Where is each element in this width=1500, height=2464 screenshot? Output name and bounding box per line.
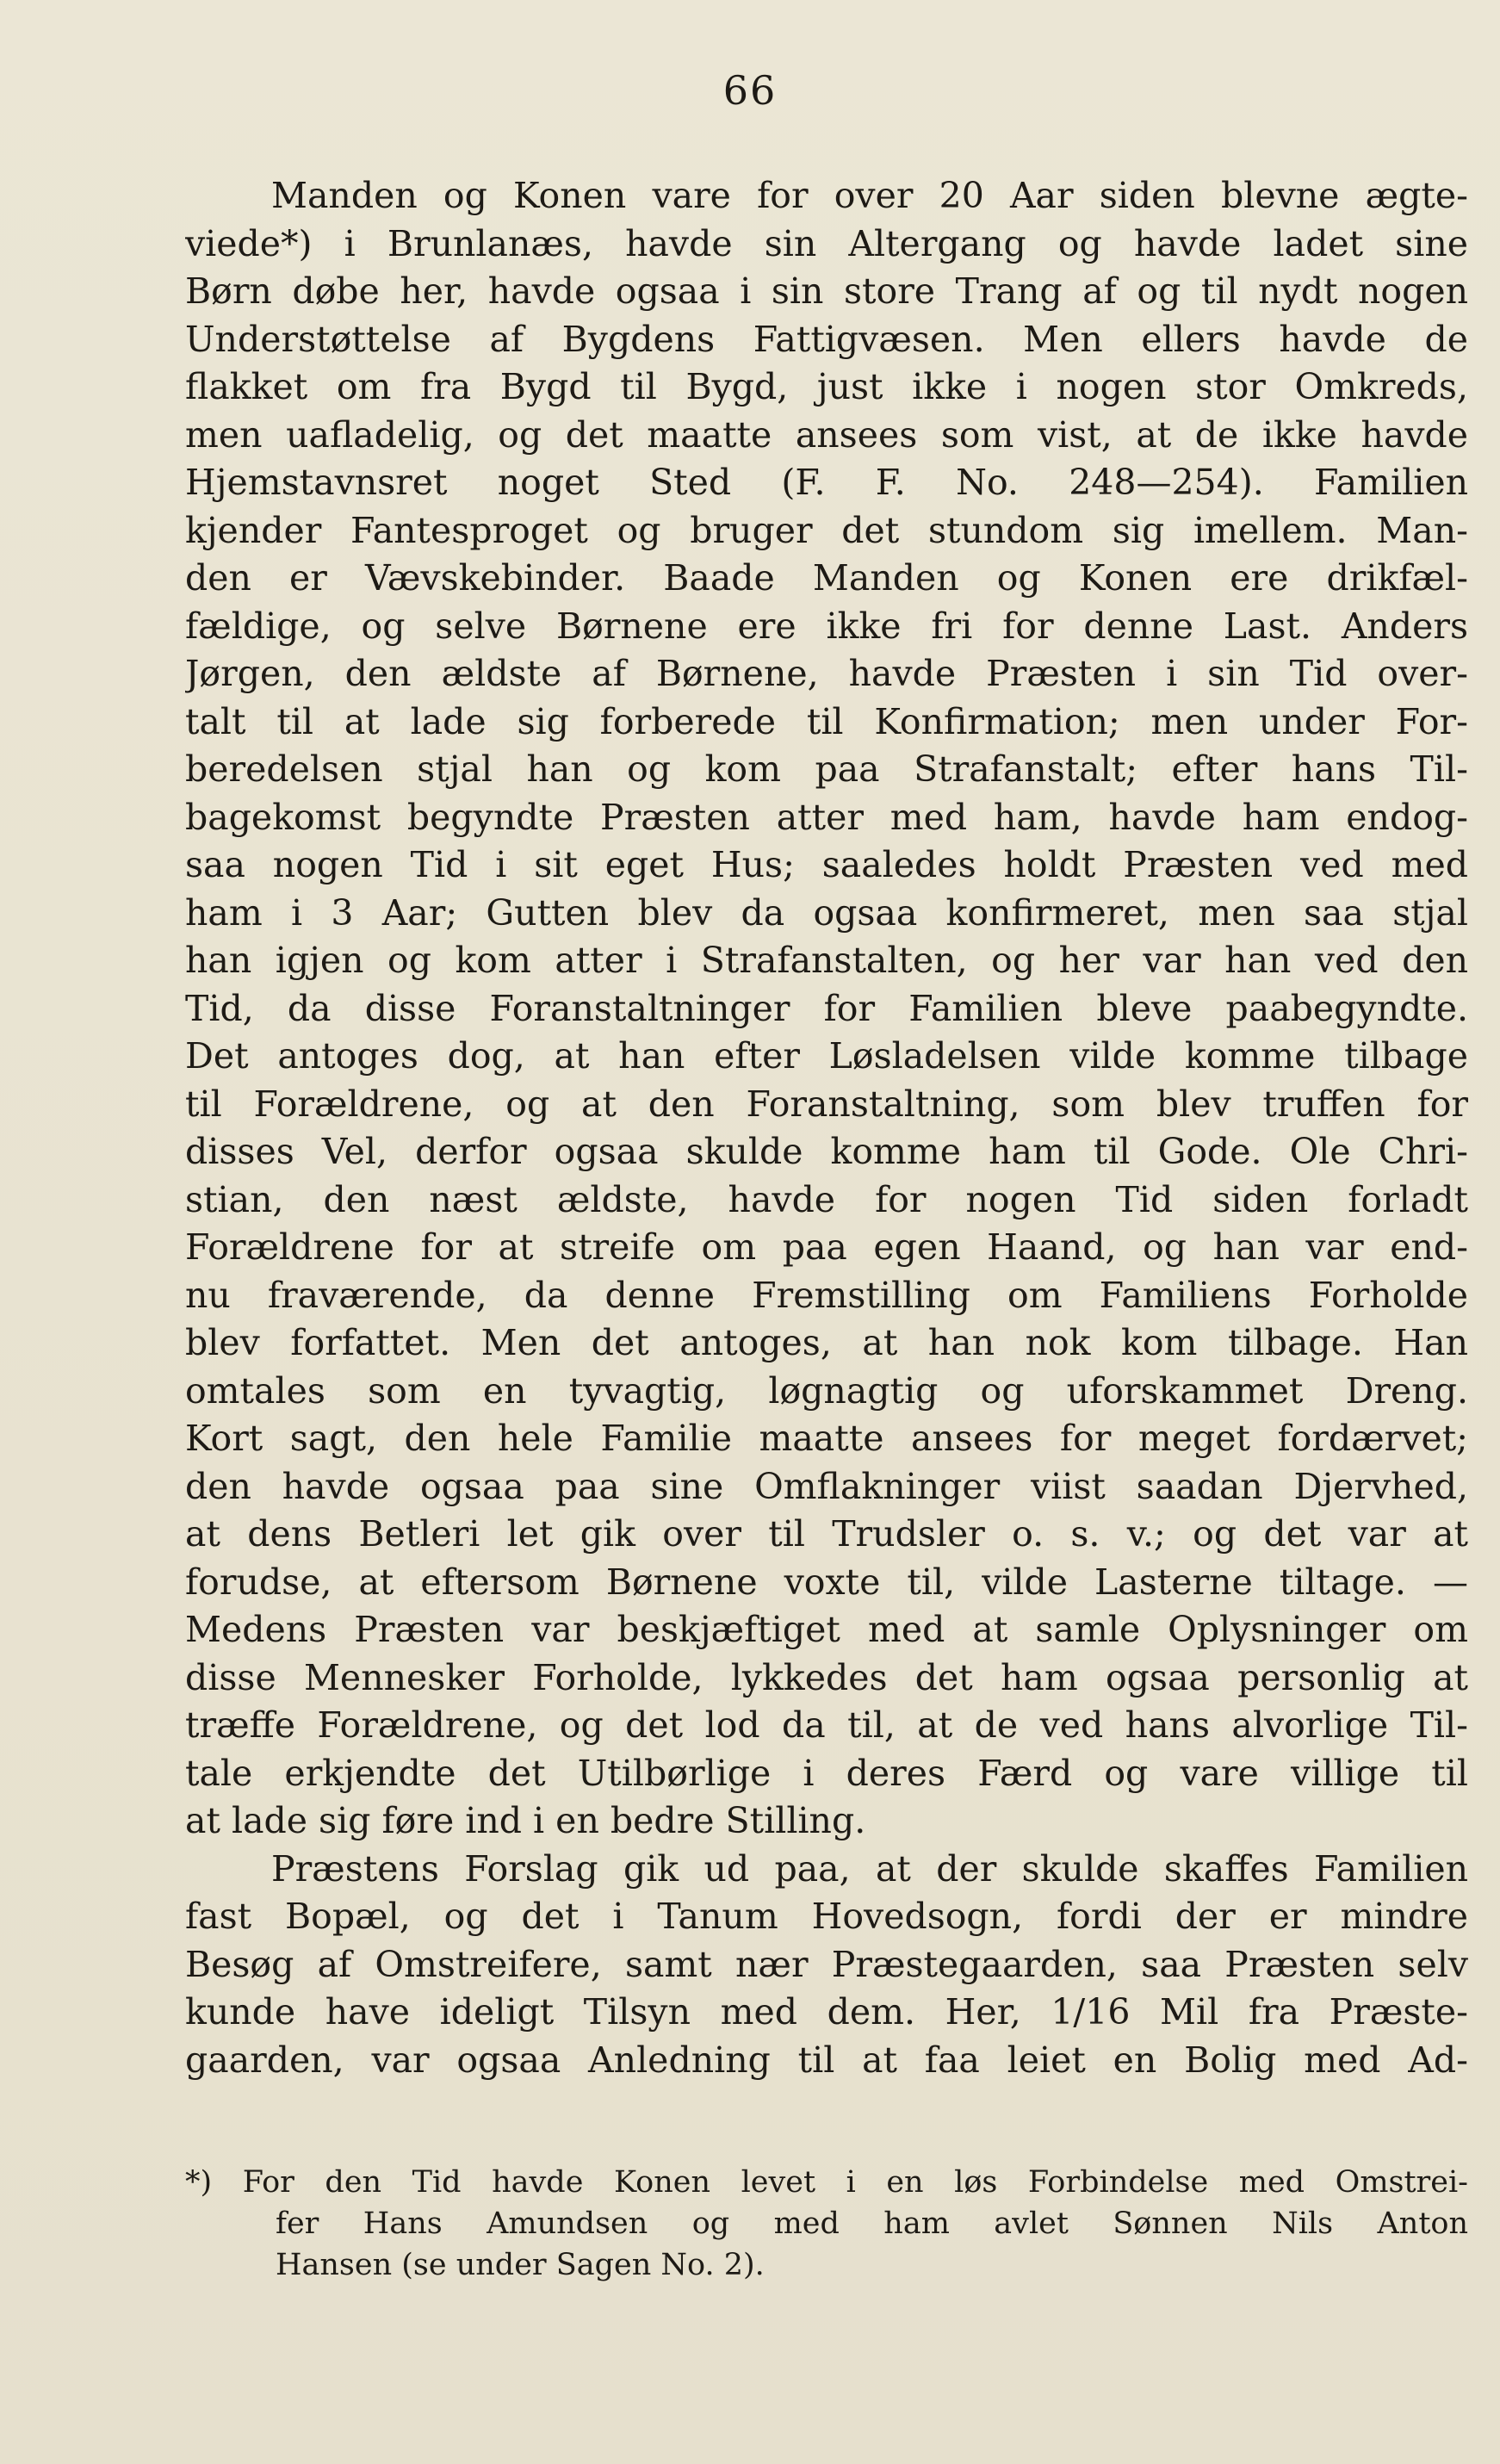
text-line: nu fraværende, da denne Fremstilling om Familiens Forholde xyxy=(185,1274,1468,1316)
text-line: til Forældrene, og at den Foranstaltning, som blev truffen for xyxy=(185,1083,1468,1125)
text-line: Tid, da disse Foranstaltninger for Familien bleve paabegyndte. xyxy=(185,987,1468,1029)
text-line: saa nogen Tid i sit eget Hus; saaledes holdt Præsten ved med xyxy=(185,844,1468,885)
text-line: forudse, at eftersom Børnene voxte til, vilde Lasterne tiltage. — xyxy=(185,1561,1468,1603)
text-line: Forældrene for at streife om paa egen Haand, og han var end- xyxy=(185,1226,1468,1268)
text-line: fast Bopæl, og det i Tanum Hovedsogn, fordi der er mindre xyxy=(185,1896,1468,1937)
footnote xyxy=(185,2162,1468,2286)
text-line: talt til at lade sig forberede til Konfirmation; men under For- xyxy=(185,700,1468,742)
text-line: ham i 3 Aar; Gutten blev da ogsaa konfirmeret, men saa stjal xyxy=(185,891,1468,934)
text-line: Hjemstavnsret noget Sted (F. F. No. 248—254). Familien xyxy=(185,462,1468,503)
text-line: viede*) i Brunlanæs, havde sin Altergang og havde ladet sine xyxy=(185,222,1468,264)
body-text xyxy=(185,172,1468,2084)
text-line: den er Vævskebinder. Baade Manden og Konen ere drikfæl- xyxy=(185,557,1468,599)
text-line: flakket om fra Bygd til Bygd, just ikke i nogen stor Omkreds, xyxy=(185,366,1468,407)
text-line: Besøg af Omstreifere, samt nær Præstegaarden, saa Præsten selv xyxy=(185,1943,1468,1985)
page-number: 66 xyxy=(722,67,778,114)
text-line: at lade sig føre ind i en bedre Stilling. xyxy=(185,1800,866,1841)
text-line: disses Vel, derfor ogsaa skulde komme ham til Gode. Ole Chri- xyxy=(185,1131,1468,1172)
text-line: han igjen og kom atter i Strafanstalten, og her var han ved den xyxy=(185,940,1468,981)
text-line: disse Mennesker Forholde, lykkedes det ham ogsaa personlig at xyxy=(185,1656,1468,1698)
text-line: den havde ogsaa paa sine Omflakninger viist saadan Djervhed, xyxy=(185,1465,1468,1507)
text-line: træffe Forældrene, og det lod da til, at de ved hans alvorlige Til- xyxy=(185,1704,1468,1746)
text-line: omtales som en tyvagtig, løgnagtig og uforskammet Dreng. xyxy=(185,1369,1468,1412)
text-line: Præstens Forslag gik ud paa, at der skulde skaffes Familien xyxy=(271,1847,1468,1890)
footnote-line: fer Hans Amundsen og med ham avlet Sønnen Nils Anton xyxy=(276,2206,1468,2241)
text-line: Understøttelse af Bygdens Fattigvæsen. Men ellers havde de xyxy=(185,318,1468,360)
footnote-line: Hansen (se under Sagen No. 2). xyxy=(276,2248,765,2282)
text-line: men uafladelig, og det maatte ansees som vist, at de ikke havde xyxy=(185,413,1468,456)
text-line: Medens Præsten var beskjæftiget med at samle Oplysninger om xyxy=(185,1609,1468,1650)
text-line: tale erkjendte det Utilbørlige i deres Færd og vare villige til xyxy=(185,1752,1468,1794)
text-line: Børn døbe her, havde ogsaa i sin store Trang af og til nydt nogen xyxy=(185,270,1468,312)
text-line: at dens Betleri let gik over til Trudsler o. s. v.; og det var at xyxy=(185,1513,1468,1555)
text-line: bagekomst begyndte Præsten atter med ham, havde ham endog- xyxy=(185,796,1468,838)
footnote-line: *) For den Tid havde Konen levet i en løs Forbindelse med Omstrei- xyxy=(185,2165,1468,2200)
text-line: stian, den næst ældste, havde for nogen Tid siden forladt xyxy=(185,1178,1468,1220)
text-line: fældige, og selve Børnene ere ikke fri for denne Last. Anders xyxy=(185,605,1468,647)
text-line: kunde have ideligt Tilsyn med dem. Her, 1/16 Mil fra Præste- xyxy=(185,1991,1468,2033)
text-line: Kort sagt, den hele Familie maatte ansees for meget fordærvet; xyxy=(185,1418,1468,1459)
text-line: Jørgen, den ældste af Børnene, havde Præsten i sin Tid over- xyxy=(185,653,1468,694)
text-line: Manden og Konen vare for over 20 Aar siden blevne ægte- xyxy=(271,175,1468,216)
text-line: gaarden, var ogsaa Anledning til at faa leiet en Bolig med Ad- xyxy=(185,2039,1468,2081)
text-line: Det antoges dog, at han efter Løsladelsen vilde komme tilbage xyxy=(185,1035,1468,1077)
text-line: blev forfattet. Men det antoges, at han nok kom tilbage. Han xyxy=(185,1322,1468,1363)
text-line: kjender Fantesproget og bruger det stundom sig imellem. Man- xyxy=(185,509,1468,551)
text-line: beredelsen stjal han og kom paa Strafanstalt; efter hans Til- xyxy=(185,748,1468,790)
